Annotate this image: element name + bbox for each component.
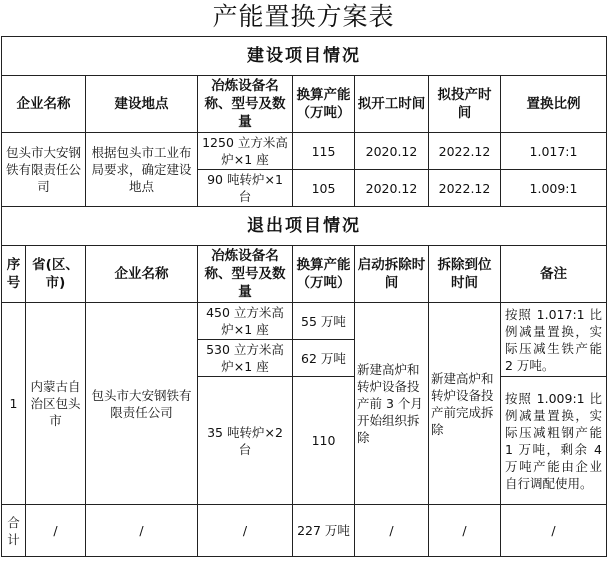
construction-start: 2020.12 <box>355 133 429 170</box>
exit-equipment: 35 吨转炉×2 台 <box>198 377 293 505</box>
construction-location: 根据包头市工业布局要求，确定建设地点 <box>86 133 198 207</box>
total-slash: / <box>355 505 429 557</box>
exit-note-1: 按照 1.017:1 比例减量置换，实际压减生铁产能 2 万吨。 <box>501 303 607 377</box>
construction-section-title: 建设项目情况 <box>2 37 607 76</box>
header-exit-equipment: 冶炼设备名称、型号及数量 <box>198 246 293 303</box>
page-title: 产能置换方案表 <box>212 2 395 31</box>
exit-province: 内蒙古自治区包头市 <box>26 303 86 505</box>
exit-capacity: 110 <box>293 377 355 505</box>
construction-ratio: 1.009:1 <box>501 170 607 207</box>
header-start-demolish: 启动拆除时间 <box>355 246 429 303</box>
construction-production: 2022.12 <box>429 133 501 170</box>
construction-production: 2022.12 <box>429 170 501 207</box>
total-slash: / <box>429 505 501 557</box>
construction-company: 包头市大安钢铁有限责任公司 <box>2 133 86 207</box>
exit-index: 1 <box>2 303 26 505</box>
construction-capacity: 115 <box>293 133 355 170</box>
exit-section-title: 退出项目情况 <box>2 207 607 246</box>
header-finish-demolish: 拆除到位时间 <box>429 246 501 303</box>
total-slash: / <box>26 505 86 557</box>
header-company: 企业名称 <box>2 76 86 133</box>
exit-equipment: 530 立方米高炉×1 座 <box>198 340 293 377</box>
header-index: 序号 <box>2 246 26 303</box>
exit-company: 包头市大安钢铁有限责任公司 <box>86 303 198 505</box>
total-slash: / <box>86 505 198 557</box>
construction-start: 2020.12 <box>355 170 429 207</box>
construction-equipment: 1250 立方米高炉×1 座 <box>198 133 293 170</box>
exit-finish-demolish: 新建高炉和转炉设备投产前完成拆除 <box>429 303 501 505</box>
header-exit-capacity: 换算产能（万吨） <box>293 246 355 303</box>
capacity-replacement-table <box>1 36 607 557</box>
exit-equipment: 450 立方米高炉×1 座 <box>198 303 293 340</box>
construction-ratio: 1.017:1 <box>501 133 607 170</box>
exit-note-2: 按照 1.009:1 比例减量置换，实际压减粗钢产能 1 万吨，剩余 4 万吨产能由企业自行调配使用。 <box>501 377 607 505</box>
header-start-time: 拟开工时间 <box>355 76 429 133</box>
header-production-time: 拟投产时间 <box>429 76 501 133</box>
exit-capacity: 55 万吨 <box>293 303 355 340</box>
total-slash: / <box>198 505 293 557</box>
exit-capacity: 62 万吨 <box>293 340 355 377</box>
header-capacity: 换算产能（万吨） <box>293 76 355 133</box>
total-capacity: 227 万吨 <box>293 505 355 557</box>
total-slash: / <box>501 505 607 557</box>
header-ratio: 置换比例 <box>501 76 607 133</box>
construction-equipment: 90 吨转炉×1 台 <box>198 170 293 207</box>
header-exit-company: 企业名称 <box>86 246 198 303</box>
exit-start-demolish: 新建高炉和转炉设备投产前 3 个月开始组织拆除 <box>355 303 429 505</box>
header-location: 建设地点 <box>86 76 198 133</box>
header-note: 备注 <box>501 246 607 303</box>
construction-capacity: 105 <box>293 170 355 207</box>
total-label: 合计 <box>2 505 26 557</box>
header-equipment: 冶炼设备名称、型号及数量 <box>198 76 293 133</box>
header-province: 省(区、市) <box>26 246 86 303</box>
